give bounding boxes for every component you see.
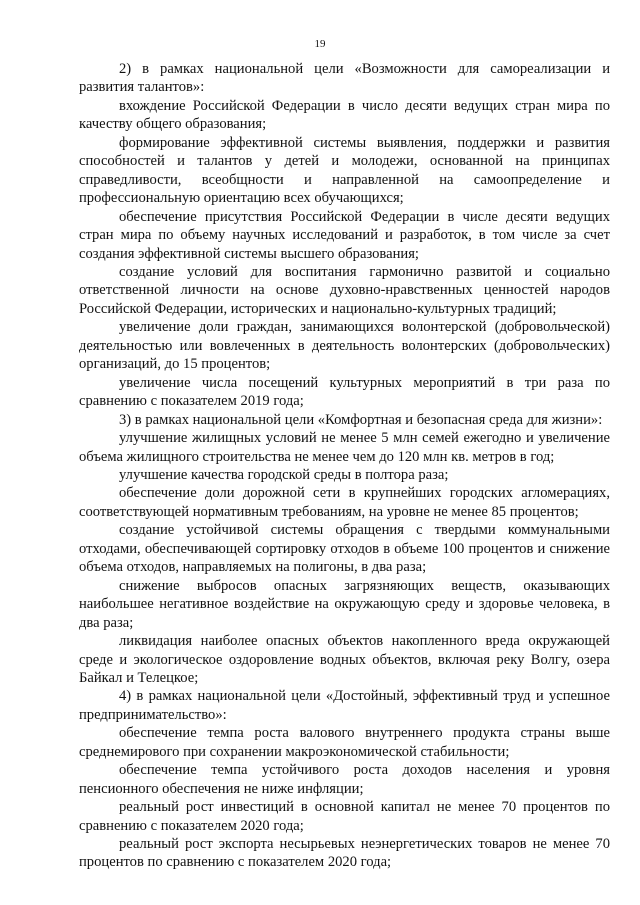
paragraph: увеличение числа посещений культурных мероприятий в три раза по сравнению с показателем 2019 года; <box>79 374 610 410</box>
paragraph: создание устойчивой системы обращения с твердыми коммунальными отходами, обеспечивающей сортировку отходов в объеме 100 процентов и снижение объема отходов, направляемых на полигоны, в два раза; <box>79 522 610 576</box>
paragraph: 3) в рамках национальной цели «Комфортная и безопасная среда для жизни»: <box>119 411 603 428</box>
paragraph: обеспечение присутствия Российской Федерации в числе десяти ведущих стран мира по объему научных исследований и разработок, в том числе за счет создания эффективной системы высшего образования; <box>79 208 610 262</box>
page-number: 19 <box>314 38 326 50</box>
paragraph: 4) в рамках национальной цели «Достойный, эффективный труд и успешное предпринимательство»: <box>79 688 610 723</box>
paragraph: снижение выбросов опасных загрязняющих веществ, оказывающих наибольшее негативное воздействие на окружающую среду и здоровье человека, в два раза; <box>79 577 610 631</box>
paragraph: формирование эффективной системы выявления, поддержки и развития способностей и талантов у детей и молодежи, основанной на принципах справедливости, всеобщности и направленной на самоопределение и профессиональную ориентацию всех обучающихся; <box>79 134 610 207</box>
paragraph: увеличение доли граждан, занимающихся волонтерской (добровольческой) деятельностью или вовлеченных в деятельность волонтерских (добровольческих) организаций, до 15 процентов; <box>79 319 610 373</box>
document-body <box>79 60 610 872</box>
paragraph: ликвидация наиболее опасных объектов накопленного вреда окружающей среде и экологическое оздоровление водных объектов, включая реку Волгу, озера Байкал и Телецкое; <box>79 633 610 686</box>
paragraph: обеспечение доли дорожной сети в крупнейших городских агломерациях, соответствующей нормативным требованиям, на уровне не менее 85 процентов; <box>79 485 610 520</box>
paragraph: вхождение Российской Федерации в число десяти ведущих стран мира по качеству общего образования; <box>79 97 610 133</box>
paragraph: реальный рост инвестиций в основной капитал не менее 70 процентов по сравнению с показателем 2020 года; <box>79 799 610 834</box>
paragraph: улучшение качества городской среды в полтора раза; <box>119 466 449 483</box>
paragraph: реальный рост экспорта несырьевых неэнергетических товаров не менее 70 процентов по сравнению с показателем 2020 года; <box>79 836 610 871</box>
paragraph: 2) в рамках национальной цели «Возможности для самореализации и развития талантов»: <box>79 61 610 96</box>
paragraph: обеспечение темпа устойчивого роста доходов населения и уровня пенсионного обеспечения не ниже инфляции; <box>79 762 610 797</box>
paragraph: обеспечение темпа роста валового внутреннего продукта страны выше среднемирового при сохранении макроэкономической стабильности; <box>79 725 610 760</box>
paragraph: создание условий для воспитания гармонично развитой и социально ответственной личности на основе духовно-нравственных ценностей народов Российской Федерации, исторических и национально-культурных традиций; <box>79 263 610 317</box>
paragraph: улучшение жилищных условий не менее 5 млн семей ежегодно и увеличение объема жилищного строительства не менее чем до 120 млн кв. метров в год; <box>79 430 610 465</box>
